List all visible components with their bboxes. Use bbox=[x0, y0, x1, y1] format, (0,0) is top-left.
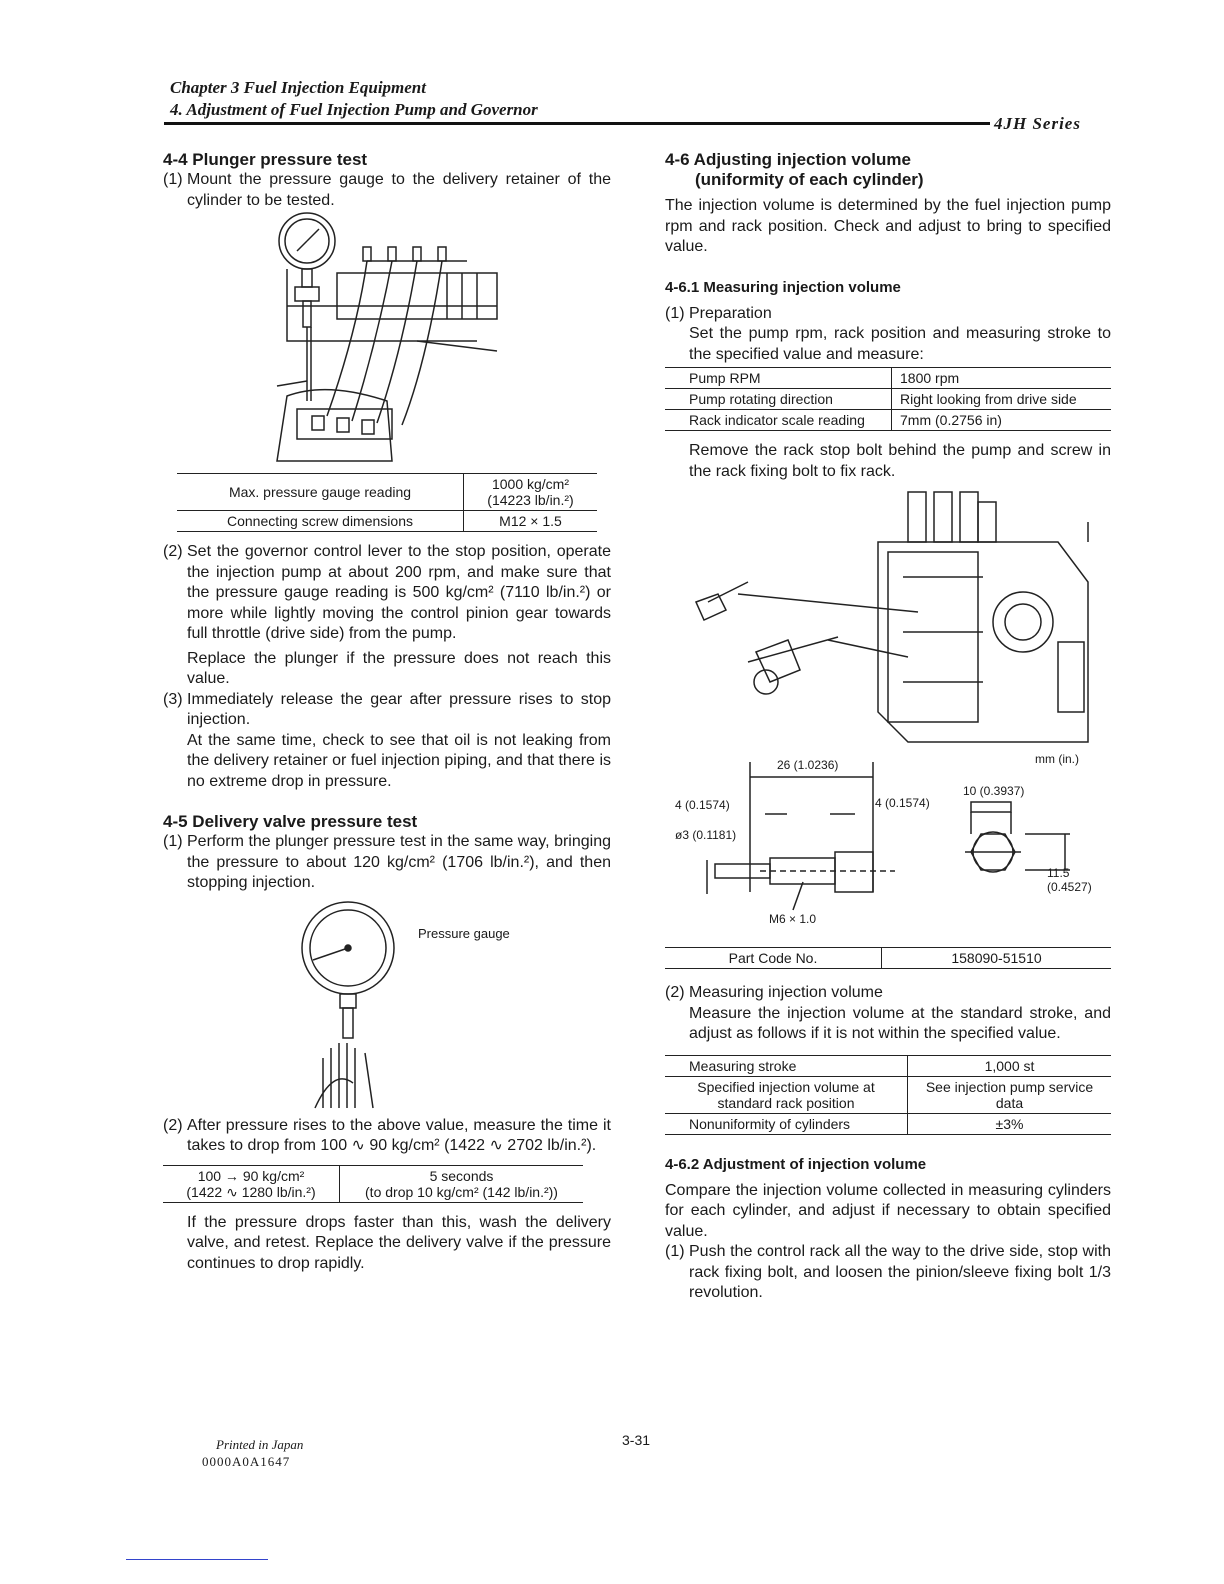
right-column bbox=[665, 150, 1111, 1304]
section-4-6-2-title: 4-6.2 Adjustment of injection volume bbox=[665, 1155, 927, 1173]
printed-label: Printed in Japan bbox=[216, 1437, 304, 1452]
table-row: Nonuniformity of cylinders ±3% bbox=[665, 1113, 1111, 1134]
pressure-gauge-label: Pressure gauge bbox=[418, 925, 510, 941]
page-number: 3-31 bbox=[622, 1432, 651, 1448]
s44-step-2: (2) Set the governor control lever to the stop position, operate the injection pump at about 200 rpm, and make sure that the pressure gauge reading is 500 kg/cm² (7110 lb/in.²) or more while lightly moving the control pinion gear towards full throttle (drive side) from the pump. Replace the plunger if the pressure does not reach this value. bbox=[163, 543, 611, 687]
plunger-test-spec-table bbox=[177, 473, 597, 532]
document-code: 0000A0A1647 bbox=[202, 1454, 291, 1469]
section-heading: 4. Adjustment of Fuel Injection Pump and Governor bbox=[170, 100, 538, 119]
header-rule bbox=[164, 122, 990, 125]
table-row: Part Code No. 158090-51510 bbox=[665, 948, 1111, 969]
s45-step-2: (2) After pressure rises to the above value, measure the time it takes to drop from 100 ∿ 90 kg/cm² (1422 ∿ 2702 lb/in.²). bbox=[163, 1116, 611, 1154]
footer-rule bbox=[126, 1559, 268, 1560]
section-4-6-title: 4-6 Adjusting injection volume bbox=[665, 150, 911, 169]
s462-text: Compare the injection volume collected in measuring cylinders for each cylinder, and adjust if necessary to obtain specified value. bbox=[665, 1181, 1111, 1240]
s462-step-1: (1) Push the control rack all the way to the drive side, stop with rack fixing bolt, and loosen the pinion/sleeve fixing bolt 1/3 revolution. bbox=[665, 1243, 1111, 1301]
table-row: Specified injection volume at standard rack position See injection pump service data bbox=[665, 1076, 1111, 1113]
dimension-head-across: 11.5 (0.4527) bbox=[1047, 866, 1092, 894]
s46-intro: The injection volume is determined by the fuel injection pump rpm and rack position. Check and adjust to bring to specified value. bbox=[665, 197, 1111, 255]
s44-step-1: (1) Mount the pressure gauge to the delivery retainer of the cylinder to be tested. bbox=[163, 171, 611, 209]
dimension-thread: M6 × 1.0 bbox=[769, 912, 817, 926]
preparation-spec-table bbox=[665, 367, 1111, 431]
plunger-pressure-test-figure bbox=[267, 211, 507, 469]
table-row: Measuring stroke 1,000 st bbox=[665, 1055, 1111, 1076]
table-row: Max. pressure gauge reading 1000 kg/cm² (14223 lb/in.²) bbox=[177, 474, 597, 511]
s44-step-3: (3) Immediately release the gear after pressure rises to stop injection. At the same time, check to see that oil is not leaking from the delivery retainer or fuel injection piping, and that there is no extreme drop in pressure. bbox=[163, 690, 611, 790]
pressure-gauge-drawing bbox=[293, 898, 413, 1112]
dimension-unit: mm (in.) bbox=[1035, 752, 1079, 766]
section-4-4-title: 4-4 Plunger pressure test bbox=[163, 150, 368, 169]
section-4-6-1-title: 4-6.1 Measuring injection volume bbox=[665, 278, 901, 296]
chapter-heading: Chapter 3 Fuel Injection Equipment bbox=[170, 78, 426, 97]
s461-step-2: (2) Measuring injection volume Measure the injection volume at the standard stroke, and adjust as follows if it is not within the specified value. bbox=[665, 984, 1111, 1042]
left-column bbox=[163, 150, 611, 1274]
part-code-table bbox=[665, 947, 1111, 969]
dimension-right-shoulder: 4 (0.1574) bbox=[875, 796, 930, 810]
series-label: 4JH Series bbox=[994, 114, 1081, 133]
s45-step-1: (1) Perform the plunger pressure test in the same way, bringing the pressure to about 120 kg/cm² (1706 lb/in.²), and then stopping injection. bbox=[163, 833, 611, 891]
table-row: 100 → 90 kg/cm² (1422 ∿ 1280 lb/in.²) 5 seconds (to drop 10 kg/cm² (142 lb/in.²)) bbox=[163, 1165, 583, 1202]
s45-note: If the pressure drops faster than this, wash the delivery valve, and retest. Replace the delivery valve if the pressure continues to drop rapidly. bbox=[187, 1213, 611, 1272]
table-row: Pump rotating direction Right looking from drive side bbox=[665, 389, 1111, 410]
table-row: Connecting screw dimensions M12 × 1.5 bbox=[177, 511, 597, 532]
rack-fix-text: Remove the rack stop bolt behind the pump and screw in the rack fixing bolt to fix rack. bbox=[689, 442, 1111, 480]
pressure-gauge-figure bbox=[163, 894, 611, 1116]
section-4-5-title: 4-5 Delivery valve pressure test bbox=[163, 812, 418, 831]
dimension-left-shoulder: 4 (0.1574) bbox=[675, 798, 730, 812]
rack-bolt-dimension-figure bbox=[665, 752, 1111, 947]
dimension-tip-diameter: ø3 (0.1181) bbox=[675, 828, 737, 842]
table-row: Rack indicator scale reading 7mm (0.2756 in) bbox=[665, 410, 1111, 431]
table-row: Pump RPM 1800 rpm bbox=[665, 368, 1111, 389]
s461-step-1: (1) Preparation Set the pump rpm, rack position and measuring stroke to the specified value and measure: bbox=[665, 304, 1111, 363]
delivery-valve-spec-table bbox=[163, 1165, 583, 1203]
section-4-6-subtitle: (uniformity of each cylinder) bbox=[695, 170, 924, 189]
dimension-head-width: 10 (0.3937) bbox=[963, 784, 1025, 798]
dimension-length: 26 (1.0236) bbox=[777, 758, 839, 772]
bolt-dimension-drawing bbox=[665, 752, 1111, 947]
measurement-spec-table bbox=[665, 1055, 1111, 1135]
injection-pump-figure bbox=[678, 482, 1098, 752]
